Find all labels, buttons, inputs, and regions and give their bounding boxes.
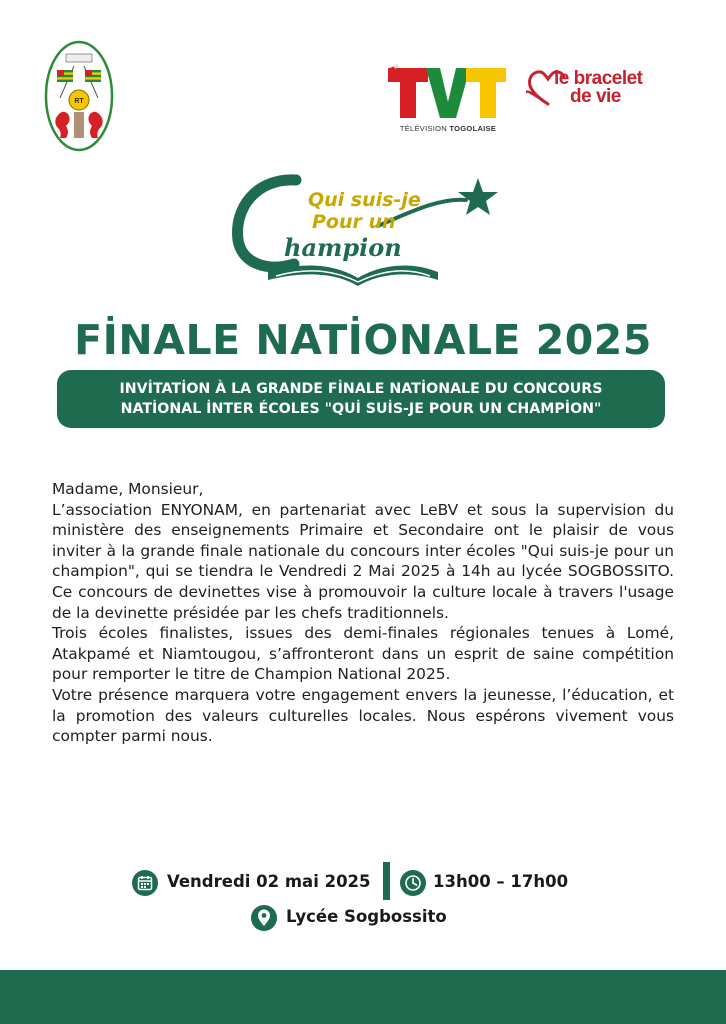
invitation-banner <box>57 370 665 428</box>
banner-line-1: INVİTATİON À LA GRANDE FİNALE NATİONALE DU CONCOURS <box>119 381 603 397</box>
tvt-logo <box>388 62 508 140</box>
calendar-icon <box>132 870 158 896</box>
tvt-subtitle: TÉLÉVISION TOGOLAISE <box>399 124 497 133</box>
champion-text-line1: Qui suis-je <box>308 189 421 211</box>
letter-greeting: Madame, Monsieur, <box>52 480 204 498</box>
association-crest-logo <box>44 40 114 152</box>
invitation-letter <box>52 479 674 747</box>
letter-paragraph-2: Trois écoles finalistes, issues des demi-finales régionales tenues à Lomé, Atakpamé et Niamtougou, s’affronteront dans un esprit de saine compétition pour remporter le titre de Champion National 2025. <box>52 624 674 684</box>
event-info-row <box>0 862 726 902</box>
bracelet-wordmark: le bracelet de vie <box>554 68 643 107</box>
footer-bar <box>0 970 726 1024</box>
event-venue: Lycée Sogbossito <box>286 907 447 926</box>
info-divider <box>383 862 390 900</box>
champion-text-line2: Pour un <box>312 211 396 233</box>
letter-paragraph-1: L’association ENYONAM, en partenariat avec LeBV et sous la supervision du ministère des enseignements Primaire et Secondaire ont le plaisir de vous inviter à la grande finale nationale du concours inter écoles "Qui suis-je pour un champion", qui se tiendra le Vendredi 2 Mai 2025 à 14h au lycée SOGBOSSITO. Ce concours de devinettes vise à promouvoir la culture locale à travers l'usage de la devinette présidée par les chefs traditionnels. <box>52 500 674 622</box>
bracelet-de-vie-logo <box>526 66 666 122</box>
champion-logo <box>228 168 498 294</box>
location-pin-icon <box>251 905 277 931</box>
clock-icon <box>400 870 426 896</box>
crest-label: RT <box>74 98 84 105</box>
venue-row <box>0 902 726 934</box>
event-date: Vendredi 02 mai 2025 <box>167 872 371 891</box>
champion-text-line3: hampion <box>284 233 402 262</box>
letter-paragraph-3: Votre présence marquera votre engagement envers la jeunesse, l’éducation, et la promotion des valeurs culturelles locales. Nous espérons vivement vous compter parmi nous. <box>52 685 674 746</box>
page-title: FİNALE NATİONALE 2025 <box>74 316 652 364</box>
event-time: 13h00 – 17h00 <box>433 872 569 891</box>
banner-line-2: NATİONAL İNTER ÉCOLES "QUİ SUİS-JE POUR UN CHAMPİON" <box>120 401 602 417</box>
